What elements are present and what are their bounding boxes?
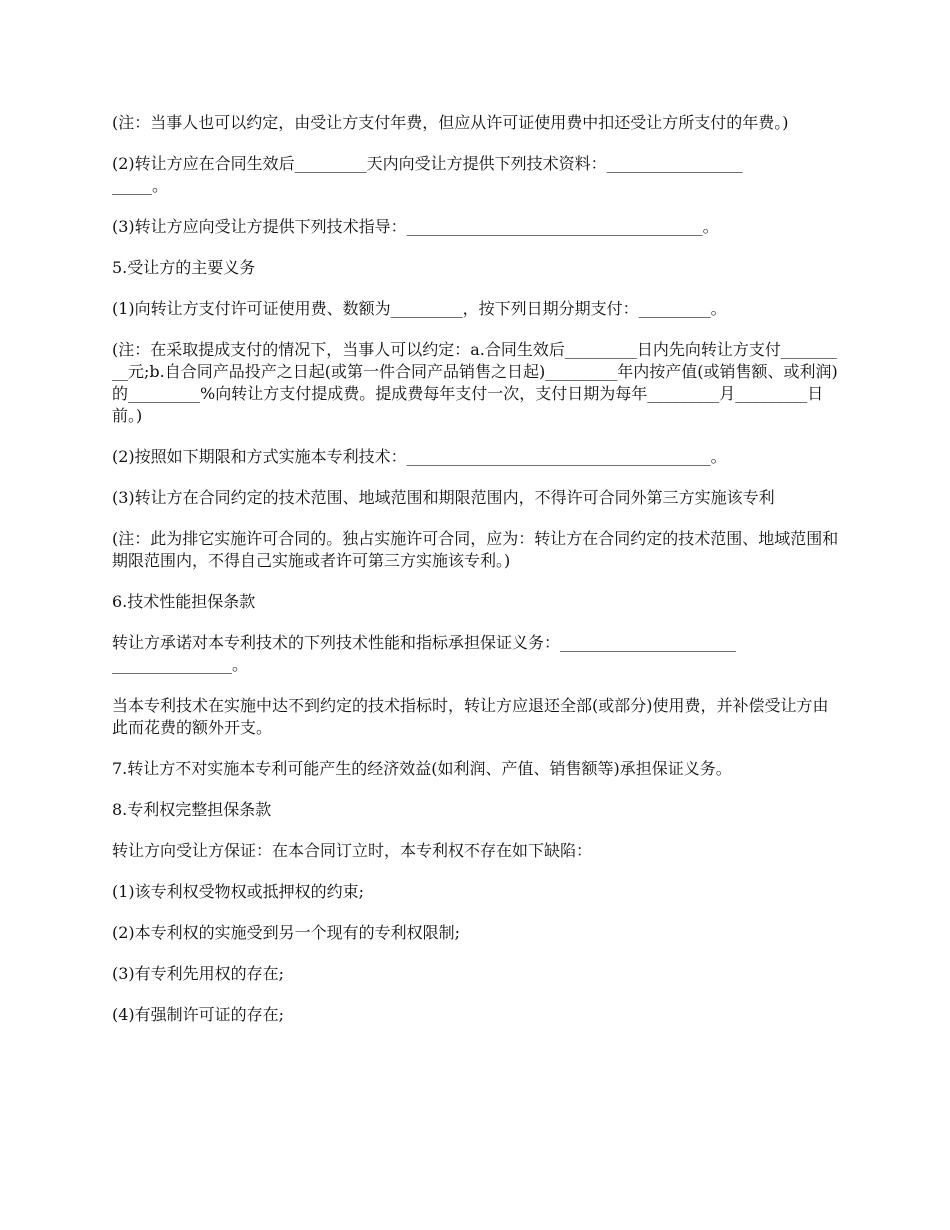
clause-refund-compensation: 当本专利技术在实施中达不到约定的技术指标时，转让方应退还全部(或部分)使用费，并补偿受让方由此而花费的额外开支。 (112, 696, 829, 737)
note-annual-fee: (注：当事人也可以约定，由受让方支付年费，但应从许可证使用费中扣还受让方所支付的年费。) (112, 113, 789, 132)
clause-no-third-party-license: (3)转让方在合同约定的技术范围、地域范围和期限范围内，不得许可合同外第三方实施该专利 (112, 488, 775, 507)
clause-performance-commitment: 转让方承诺对本专利技术的下列技术性能和指标承担保证义务：______________________ _______________。 (112, 633, 737, 674)
list-item-defect-3: (3)有专利先用权的存在; (112, 964, 285, 983)
list-item-defect-2: (2)本专利权的实施受到另一个现有的专利权限制; (112, 923, 461, 942)
section-heading-performance-guarantee: 6.技术性能担保条款 (112, 592, 256, 611)
clause-license-fee-payment: (1)向转让方支付许可证使用费、数额为_________，按下列日期分期支付：_________。 (112, 299, 727, 318)
clause-no-economic-guarantee: 7.转让方不对实施本专利可能产生的经济效益(如利润、产值、销售额等)承担保证义务。 (112, 759, 732, 778)
section-heading-patent-integrity: 8.专利权完整担保条款 (112, 800, 272, 819)
list-item-defect-4: (4)有强制许可证的存在; (112, 1005, 285, 1024)
clause-implementation-terms: (2)按照如下期限和方式实施本专利技术：______________________________________。 (112, 447, 727, 466)
clause-tech-guidance: (3)转让方应向受让方提供下列技术指导：_____________________________________。 (112, 217, 719, 236)
section-heading-licensee-obligations: 5.受让方的主要义务 (112, 258, 256, 277)
clause-tech-materials: (2)转让方应在合同生效后_________天内向受让方提供下列技术资料：_________________ _____。 (112, 154, 743, 195)
document-page (112, 112, 840, 1045)
clause-patent-warranty: 转让方向受让方保证：在本合同订立时，本专利权不存在如下缺陷： (112, 841, 593, 860)
note-royalty-payment: (注：在采取提成支付的情况下，当事人可以约定：a.合同生效后_________日内先向转让方支付_________元;b.自合同产品投产之日起(或第一件合同产品销售之日起)_________年内按产值(或销售额、或利润)的_________%向转让方支付提成费。提成费每年支付一次，支付日期为每年_________月_________日前。) (112, 340, 838, 425)
note-exclusive-license: (注：此为排它实施许可合同的。独占实施许可合同，应为：转让方在合同约定的技术范围、地域范围和期限范围内，不得自己实施或者许可第三方实施该专利。) (112, 529, 839, 570)
list-item-defect-1: (1)该专利权受物权或抵押权的约束; (112, 882, 365, 901)
